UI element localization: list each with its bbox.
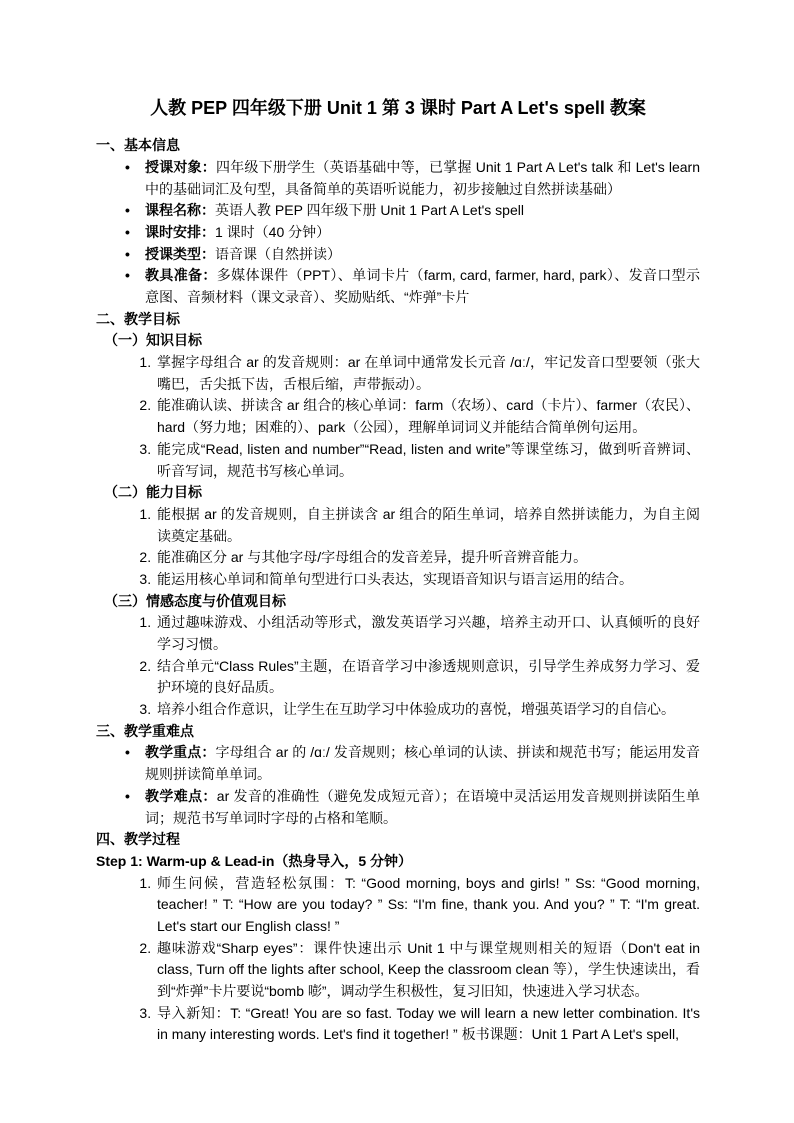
- step1-heading: Step 1: Warm-up & Lead-in（热身导入，5 分钟）: [96, 852, 413, 869]
- section-heading-key-points: 三、教学重难点: [96, 722, 194, 739]
- basic-info-list: [96, 157, 700, 309]
- section-key-points: [96, 721, 700, 829]
- list-item-lesson-type: [145, 244, 700, 266]
- list-item: 2. 趣味游戏“Sharp eyes”：课件快速出示 Unit 1 中与课堂规则相关的短语（Don't eat in class, Turn off the lights after school, Keep the classroom clean 等），学生快速读出，看到“炸弹”卡片要说“bomb 嘭”，调动学生积极性，复习旧知，快速进入学习状态。: [155, 938, 700, 1003]
- item-text: 字母组合 ar 的 /ɑː/ 发音规则；核心单词的认读、拼读和规范书写；能运用发音规则拼读简单单词。: [145, 744, 700, 783]
- key-points-list: [96, 742, 700, 829]
- subsection-heading-ability: （二）能力目标: [104, 484, 202, 501]
- list-item-course-name: [145, 200, 700, 222]
- list-item: 3. 培养小组合作意识，让学生在互助学习中体验成功的喜悦，增强英语学习的自信心。: [155, 699, 700, 721]
- item-label: 教具准备：: [145, 267, 217, 284]
- list-item-difficult-point: [145, 786, 700, 829]
- item-text: 四年级下册学生（英语基础中等，已掌握 Unit 1 Part A Let's talk 和 Let's learn 中的基础词汇及句型，具备简单的英语听说能力，初步接触过自然拼读基础）: [145, 158, 701, 197]
- list-item: 1. 掌握字母组合 ar 的发音规则：ar 在单词中通常发长元音 /ɑː/，牢记发音口型要领（张大嘴巴，舌尖抵下齿，舌根后缩，声带振动）。: [155, 352, 700, 395]
- step1-list: [96, 873, 700, 1047]
- emotion-objectives-list: [96, 612, 700, 720]
- list-item: 2. 结合单元“Class Rules”主题，在语音学习中渗透规则意识，引导学生养成努力学习、爱护环境的良好品质。: [155, 656, 700, 699]
- section-objectives: [96, 309, 700, 721]
- ability-objectives-list: [96, 504, 700, 591]
- section-heading-process: 四、教学过程: [96, 831, 180, 848]
- section-process: [96, 829, 700, 1046]
- item-text: 语音课（自然拼读）: [215, 245, 341, 262]
- list-item: 1. 师生问候，营造轻松氛围：T: “Good morning, boys and girls! ” Ss: “Good morning, teacher! ” T: “How are you today? ” Ss: “I'm fine, thank you. And you? ” T: “I'm great. Let's start our English class! ”: [155, 873, 700, 938]
- page-title: 人教 PEP 四年级下册 Unit 1 第 3 课时 Part A Let's spell 教案: [150, 98, 646, 118]
- item-label: 授课类型：: [145, 245, 215, 262]
- item-label: 授课对象：: [145, 158, 217, 175]
- subsection-heading-knowledge: （一）知识目标: [104, 332, 202, 349]
- list-item-teaching-aids: [145, 265, 700, 308]
- item-label: 课时安排：: [145, 223, 215, 240]
- item-label: 课程名称：: [145, 202, 215, 219]
- item-text: 英语人教 PEP 四年级下册 Unit 1 Part A Let's spell: [215, 202, 524, 219]
- list-item: 1. 通过趣味游戏、小组活动等形式，激发英语学习兴趣，培养主动开口、认真倾听的良好学习习惯。: [155, 612, 700, 655]
- list-item-key-point: [145, 742, 700, 785]
- section-heading-objectives: 二、教学目标: [96, 310, 180, 327]
- section-basic-info: [96, 135, 700, 309]
- list-item: 3. 导入新知：T: “Great! You are so fast. Today we will learn a new letter combination. It's in many interesting words. Let's find it together! ” 板书课题：Unit 1 Part A Let's spell,: [155, 1003, 700, 1046]
- section-heading-basic-info: 一、基本信息: [96, 137, 180, 154]
- item-text: 多媒体课件（PPT）、单词卡片（farm, card, farmer, hard, park）、发音口型示意图、音频材料（课文录音）、奖励贴纸、“炸弹”卡片: [145, 267, 700, 305]
- item-text: ar 发音的准确性（避免发成短元音）；在语境中灵活运用发音规则拼读陌生单词；规范书写单词时字母的占格和笔顺。: [145, 787, 700, 826]
- list-item: 1. 能根据 ar 的发音规则，自主拼读含 ar 组合的陌生单词，培养自然拼读能力，为自主阅读奠定基础。: [155, 504, 700, 547]
- list-item: 3. 能运用核心单词和简单句型进行口头表达，实现语音知识与语言运用的结合。: [155, 569, 700, 591]
- list-item: 2. 能准确区分 ar 与其他字母/字母组合的发音差异，提升听音辨音能力。: [155, 547, 700, 569]
- list-item: 3. 能完成“Read, listen and number”“Read, listen and write”等课堂练习，做到听音辨词、听音写词，规范书写核心单词。: [155, 439, 700, 482]
- list-item-teaching-target: [145, 157, 700, 200]
- list-item: 2. 能准确认读、拼读含 ar 组合的核心单词：farm（农场）、card（卡片）、farmer（农民）、hard（努力地；困难的）、park（公园），理解单词词义并能结合简单例句运用。: [155, 395, 700, 438]
- knowledge-objectives-list: [96, 352, 700, 482]
- item-text: 1 课时（40 分钟）: [215, 223, 331, 240]
- item-label: 教学重点：: [145, 744, 216, 761]
- item-label: 教学难点：: [145, 787, 217, 804]
- subsection-heading-emotion: （三）情感态度与价值观目标: [104, 592, 286, 609]
- list-item-lesson-schedule: [145, 222, 700, 244]
